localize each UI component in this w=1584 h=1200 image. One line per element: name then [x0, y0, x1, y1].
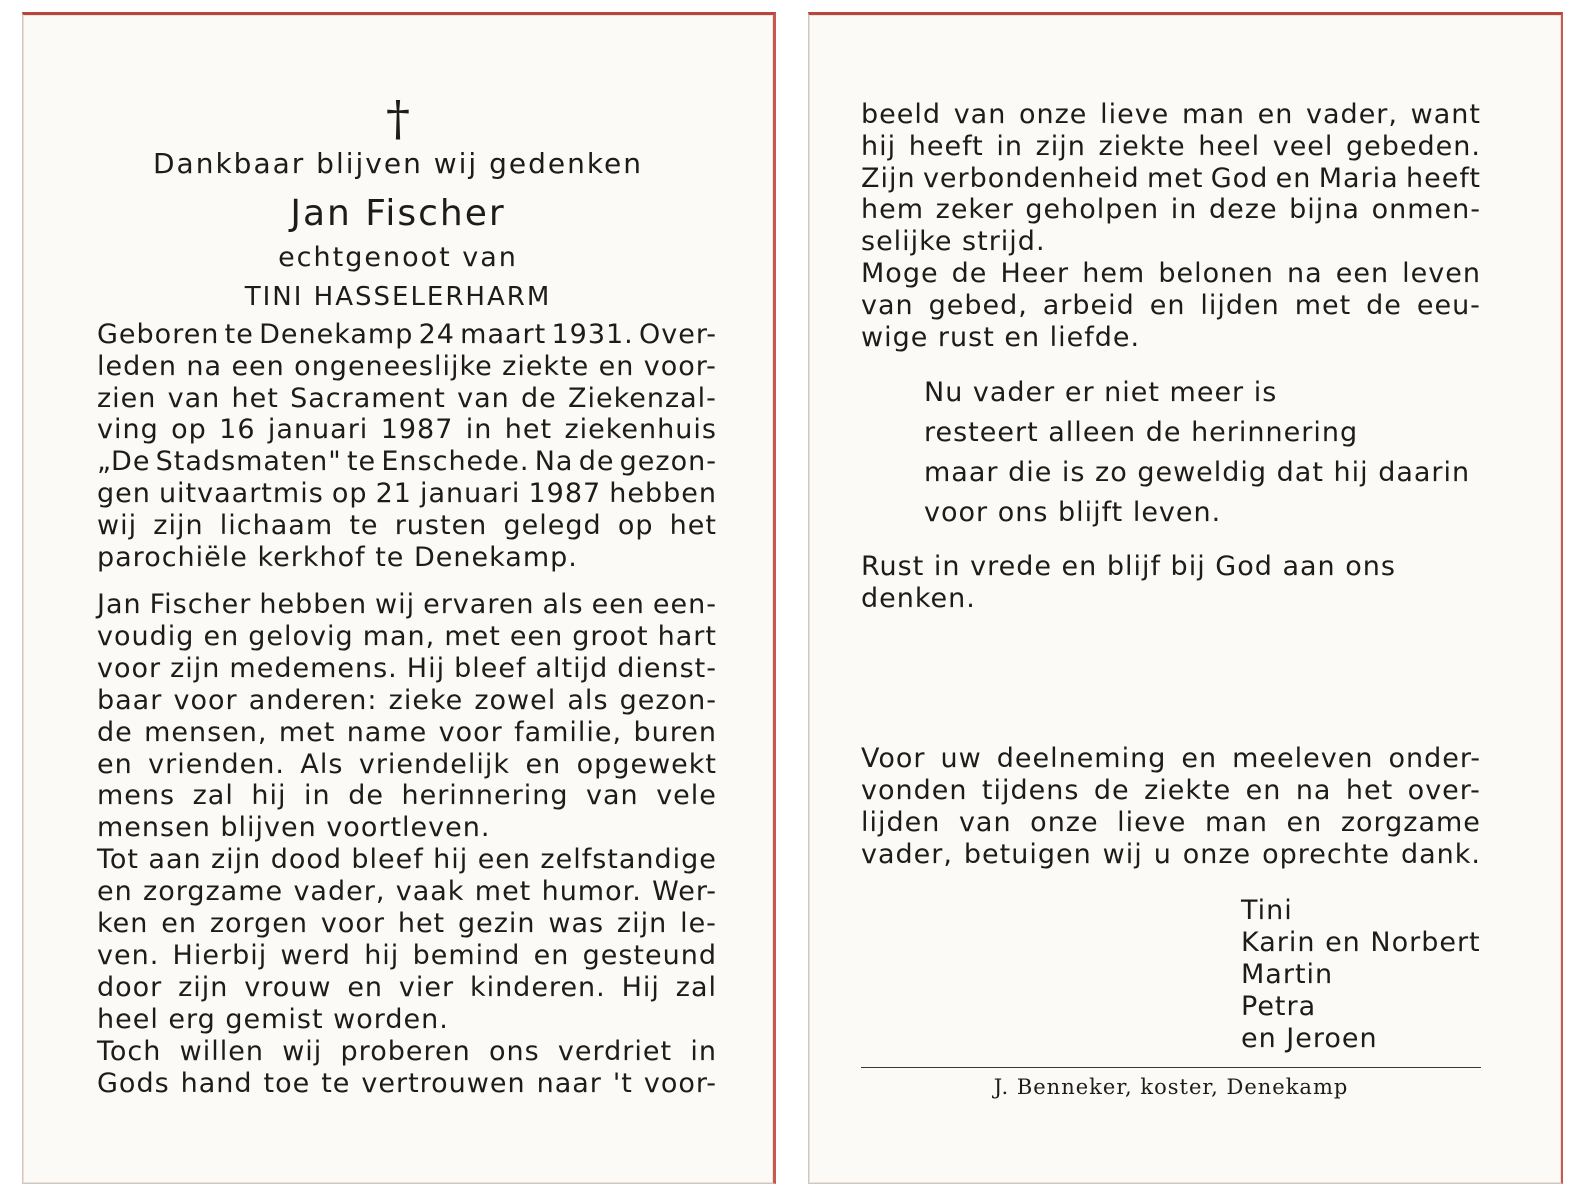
paragraph-line: vader, betuigen wij u onze oprechte dank. — [861, 839, 1481, 870]
paragraph-line: Gods hand toe te vertrouwen naar 't voor- — [97, 1067, 717, 1099]
paragraph-line: mensen blijven voortleven. — [97, 812, 491, 844]
paragraph-line: lijden van onze lieve man en zorgzame — [861, 807, 1481, 838]
paragraph-line: selijke strijd. — [861, 226, 1046, 258]
family-name: Tini — [1241, 895, 1293, 926]
paragraph-line: Geboren te Denekamp 24 maart 1931. Over- — [97, 319, 717, 350]
paragraph-line: voudig en gelovig man, met een groot hart — [97, 620, 717, 652]
paragraph-line: Tot aan zijn dood bleef hij een zelfstandige — [97, 844, 717, 876]
family-name: Petra — [1241, 991, 1317, 1022]
paragraph-line: voor zijn medemens. Hij bleef altijd dienst- — [97, 652, 717, 684]
poem-line: resteert alleen de herinnering — [924, 417, 1359, 448]
paragraph-line: beeld van onze lieve man en vader, want — [861, 99, 1481, 130]
paragraph-line: ken en zorgen voor het gezin was zijn le- — [97, 908, 717, 939]
relation-text: echtgenoot van — [278, 242, 518, 273]
paragraph-line: hem zeker geholpen in deze bijna onmen- — [861, 194, 1481, 226]
paragraph-line: baar voor anderen: zieke zowel als gezon- — [97, 684, 717, 716]
paragraph-line: hij heeft in zijn ziekte heel veel gebeden. — [861, 130, 1481, 162]
paragraph-line: van gebed, arbeid en lijden met de eeu- — [861, 289, 1481, 321]
deceased-name: Jan Fischer — [290, 193, 506, 234]
paragraph-line: ving op 16 januari 1987 in het ziekenhuis — [97, 414, 717, 446]
family-name: Martin — [1241, 959, 1334, 990]
paragraph-line: en vrienden. Als vriendelijk en opgewekt — [97, 748, 717, 780]
paragraph-line: wige rust en liefde. — [861, 321, 1141, 353]
paragraph-line: gen uitvaartmis op 21 januari 1987 hebben — [97, 478, 717, 509]
left-card — [22, 12, 776, 1184]
paragraph-line: ven. Hierbij werd hij bemind en gesteund — [97, 939, 717, 971]
poem-line: maar die is zo geweldig dat hij daarin — [924, 457, 1471, 488]
cross-icon: † — [386, 91, 410, 147]
printer-credit: J. Benneker, koster, Denekamp — [993, 1075, 1349, 1099]
paragraph-line: leden na een ongeneeslijke ziekte en voor- — [97, 350, 717, 382]
paragraph-line: Zijn verbondenheid met God en Maria heeft — [861, 162, 1481, 194]
poem-line: voor ons blijft leven. — [924, 497, 1222, 528]
paragraph-line: de mensen, met name voor familie, buren — [97, 716, 717, 748]
right-card — [808, 12, 1563, 1184]
paragraph-line: Jan Fischer hebben wij ervaren als een een- — [97, 589, 717, 620]
paragraph-line: denken. — [861, 582, 976, 614]
paragraph-line: Voor uw deelneming en meeleven onder- — [861, 743, 1481, 774]
paragraph-line: Moge de Heer hem belonen na een leven — [861, 258, 1481, 289]
paragraph-line: door zijn vrouw en vier kinderen. Hij zal — [97, 971, 717, 1003]
paragraph-line: mens zal hij in de herinnering van vele — [97, 780, 717, 812]
paragraph-line: Toch willen wij proberen ons verdriet in — [97, 1035, 717, 1067]
paragraph-line: vonden tijdens de ziekte en na het over- — [861, 775, 1481, 806]
paragraph-line: zien van het Sacrament van de Ziekenzal- — [97, 382, 717, 414]
paragraph-line: wij zijn lichaam te rusten gelegd op het — [97, 509, 717, 541]
paragraph-line: parochiële kerkhof te Denekamp. — [97, 541, 578, 573]
heading: Dankbaar blijven wij gedenken — [152, 147, 644, 180]
spouse-name: TINI HASSELERHARM — [244, 282, 552, 312]
divider-line — [861, 1067, 1481, 1068]
family-name: Karin en Norbert — [1241, 927, 1481, 958]
poem-line: Nu vader er niet meer is — [924, 377, 1278, 408]
paragraph-line: Rust in vrede en blijf bij God aan ons — [861, 551, 1396, 582]
paragraph-line: „De Stadsmaten" te Enschede. Na de gezon- — [97, 446, 717, 478]
family-name: en Jeroen — [1241, 1023, 1378, 1054]
paragraph-line: en zorgzame vader, vaak met humor. Wer- — [97, 876, 717, 908]
paragraph-line: heel erg gemist worden. — [97, 1003, 449, 1035]
